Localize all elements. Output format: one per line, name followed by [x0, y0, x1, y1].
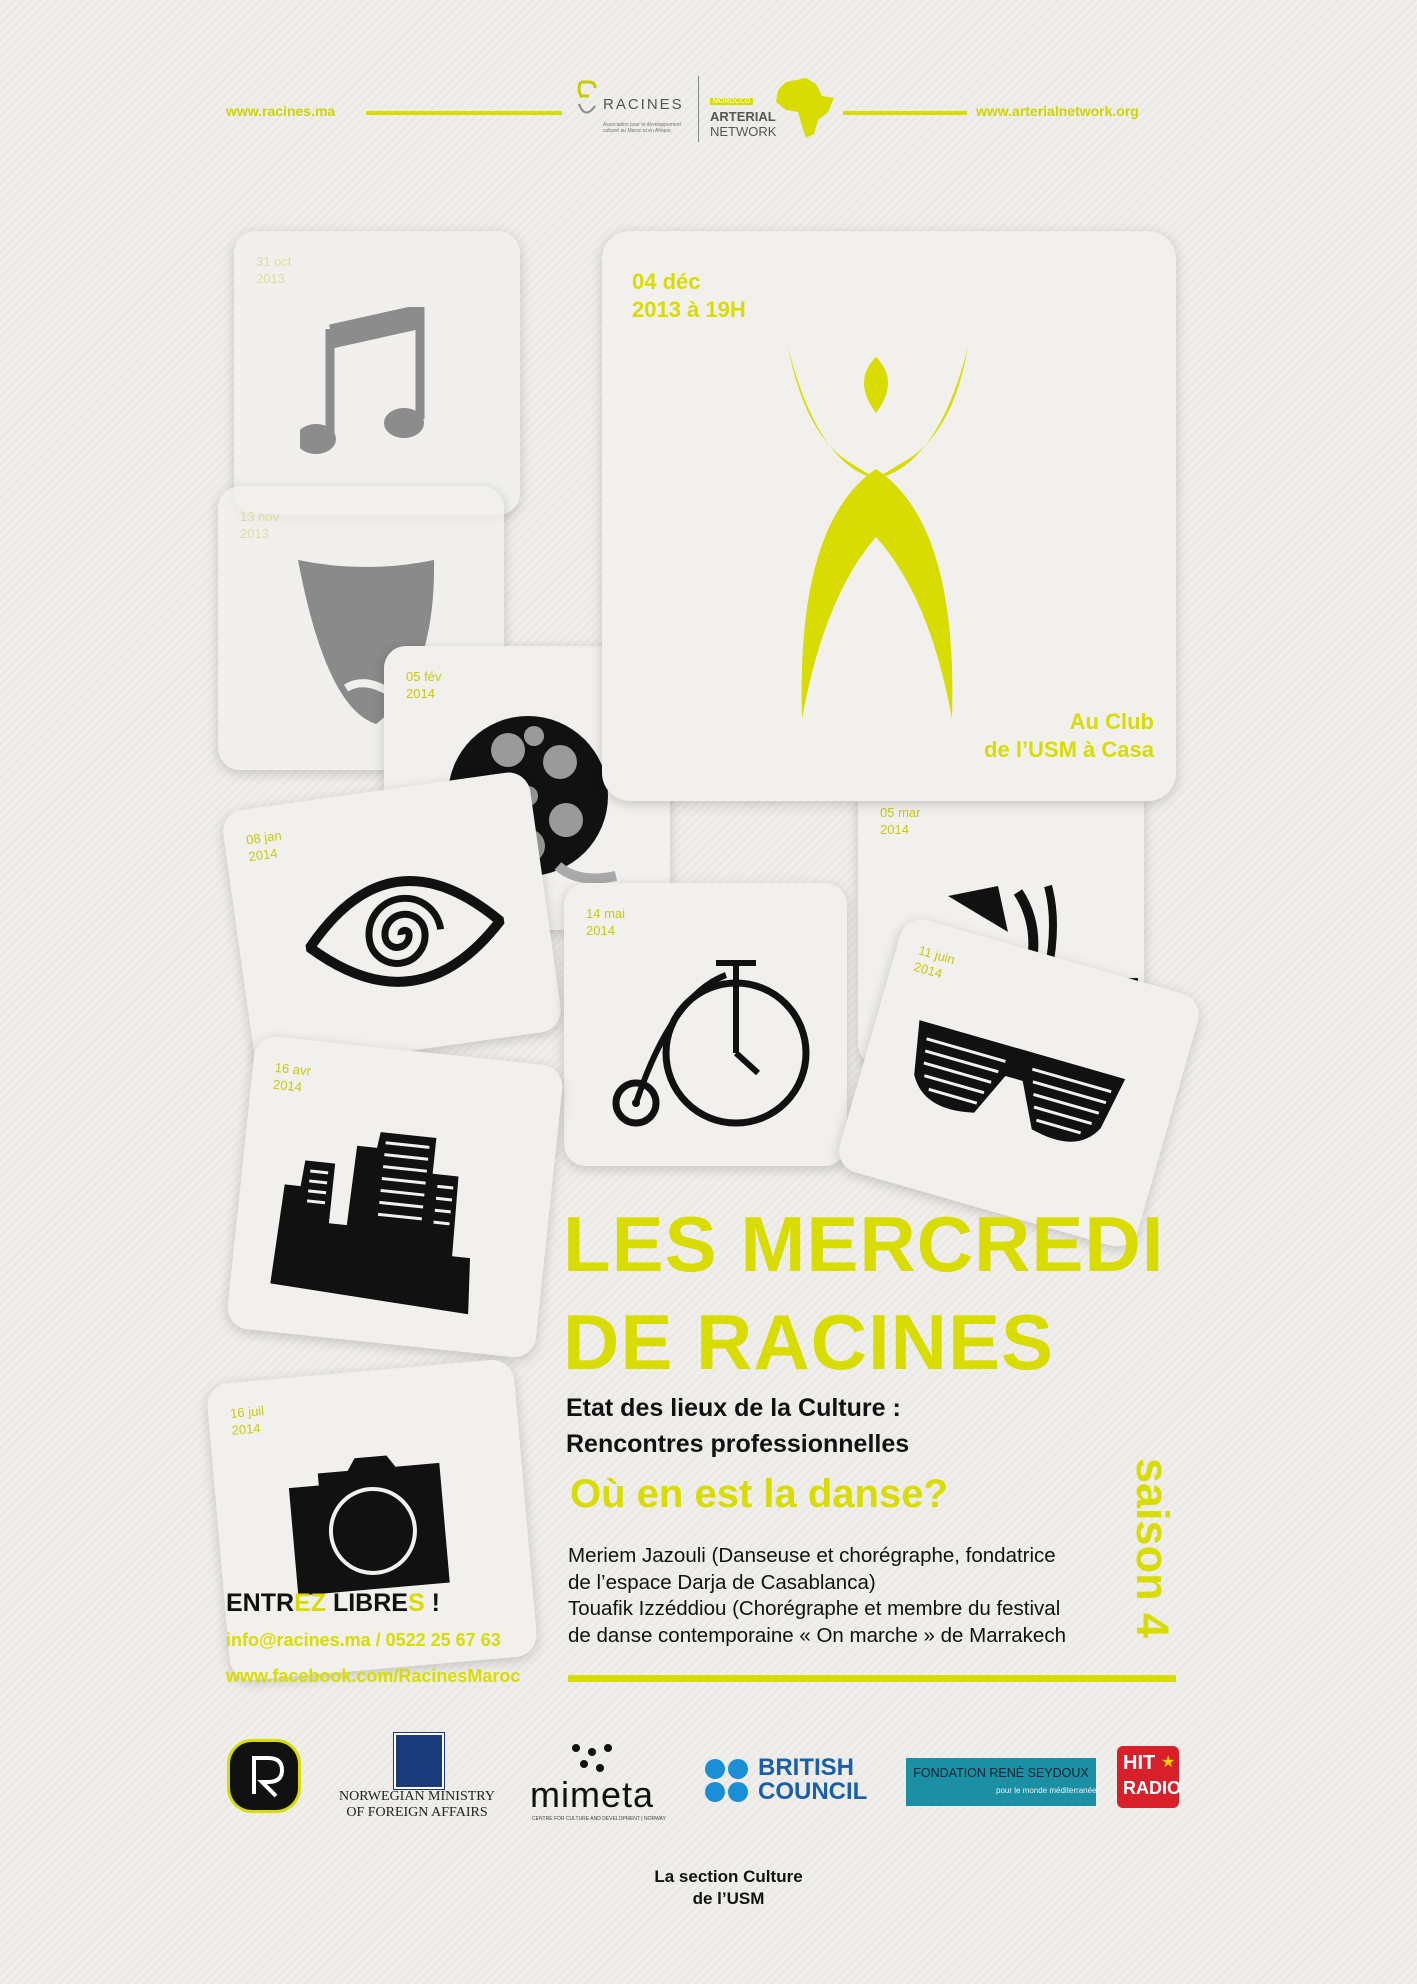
footer-line-1: La section Culture — [654, 1867, 803, 1886]
seydoux-line-1: FONDATION RENÉ SEYDOUX — [913, 1766, 1089, 1780]
event-date: 16 juil 2014 — [229, 1403, 265, 1438]
question-heading: Où en est la danse? — [570, 1472, 948, 1516]
event-date: 11 juin 2014 — [912, 942, 957, 982]
featured-time: 2013 à 19H — [632, 297, 746, 322]
arterial-url[interactable]: www.arterialnetwork.org — [976, 103, 1139, 119]
penny-farthing-icon — [612, 955, 812, 1135]
british-council-line-2: COUNCIL — [758, 1778, 868, 1805]
city-skyline-icon — [269, 1118, 487, 1318]
speakers-text — [568, 1543, 1128, 1649]
camera-icon — [283, 1449, 455, 1602]
season-rule — [568, 1675, 1176, 1682]
event-card-visual-arts — [220, 770, 563, 1073]
seydoux-logo — [906, 1758, 1101, 1806]
season-label: saison 4 — [1127, 1458, 1178, 1639]
racines-tagline: Association pour le développement culturel au Maroc et en Afrique — [603, 122, 681, 134]
hit-radio-line-1: HIT — [1123, 1752, 1156, 1774]
racines-logo — [575, 74, 695, 150]
event-date: 05 mar 2014 — [880, 805, 921, 837]
venue-line-2: de l’USM à Casa — [984, 737, 1154, 762]
event-card-music — [234, 231, 520, 515]
logo-divider — [698, 76, 699, 142]
title-line-2: DE RACINES — [563, 1298, 1055, 1386]
contact-info[interactable]: info@racines.ma / 0522 25 67 63 — [226, 1630, 501, 1650]
shutter-glasses-icon — [892, 1014, 1131, 1171]
british-council-line-1: BRITISH — [758, 1754, 854, 1781]
norway-line-2: OF FOREIGN AFFAIRS — [346, 1805, 488, 1820]
spiral-eye-icon — [295, 845, 514, 1021]
header-rule-right — [843, 111, 967, 115]
norway-line-1: NORWEGIAN MINISTRY — [339, 1789, 495, 1804]
subtitle-line-1: Etat des lieux de la Culture : — [566, 1394, 901, 1422]
arterial-name-2: NETWORK — [710, 124, 777, 139]
title-line-1: LES MERCREDI — [563, 1200, 1165, 1288]
africa-icon — [772, 76, 838, 142]
featured-date: 04 déc — [632, 269, 701, 294]
speaker-line: Meriem Jazouli (Danseuse et chorégraphe, fondatrice — [568, 1544, 1056, 1567]
event-date: 16 avr 2014 — [272, 1059, 312, 1095]
arterial-name-1: ARTERIAL — [710, 109, 776, 124]
racines-url[interactable]: www.racines.ma — [226, 103, 336, 119]
speaker-line: de l’espace Darja de Casablanca) — [568, 1570, 876, 1594]
event-date: 13 nov 2013 — [240, 509, 280, 541]
british-council-dots-icon — [704, 1758, 750, 1804]
norway-crest-icon — [394, 1733, 444, 1789]
event-date: 08 jan 2014 — [245, 827, 283, 865]
british-council-logo — [704, 1756, 874, 1806]
arterial-logo — [708, 76, 838, 148]
venue-line-1: Au Club — [1069, 709, 1154, 734]
event-date: 14 mai 2014 — [586, 906, 626, 938]
norway-logo — [322, 1733, 512, 1823]
dancer-figure-icon — [788, 347, 968, 719]
music-note-icon — [300, 307, 430, 457]
event-date: 31 oct 2013 — [256, 254, 292, 286]
mimeta-logo — [530, 1742, 670, 1822]
racines-logo-text: RACINES — [603, 96, 684, 113]
free-entry: ENTREZ LIBRES ! — [226, 1589, 440, 1617]
mimeta-name: mimeta — [530, 1774, 655, 1815]
footer-line-2: de l’USM — [692, 1889, 765, 1908]
usm-logo — [230, 1742, 298, 1810]
hit-radio-logo — [1117, 1746, 1179, 1808]
mimeta-dots-icon — [570, 1742, 620, 1778]
featured-event-card — [602, 231, 1176, 801]
event-date: 05 fév 2014 — [406, 669, 442, 701]
seydoux-line-2: pour le monde méditerranéen — [996, 1786, 1101, 1795]
speaker-line: Touafik Izzéddiou (Chorégraphe et membre du festival — [568, 1597, 1061, 1620]
event-card-cycling — [564, 883, 847, 1166]
hit-radio-line-2: RADIO — [1123, 1778, 1181, 1798]
speaker-line: de danse contemporaine « On marche » de Marrakech — [568, 1623, 1066, 1647]
usm-r-icon — [230, 1742, 298, 1810]
header-rule-left — [366, 111, 562, 115]
arterial-small-label: MOROCCO — [710, 98, 753, 105]
star-icon: ★ — [1161, 1754, 1176, 1771]
subtitle-line-2: Rencontres professionnelles — [566, 1430, 910, 1458]
mimeta-subtitle: CENTRE FOR CULTURE AND DEVELOPMENT | NORWAY — [532, 1816, 666, 1822]
event-card-architecture — [225, 1035, 564, 1360]
facebook-link[interactable]: www.facebook.com/RacinesMaroc — [226, 1666, 521, 1686]
